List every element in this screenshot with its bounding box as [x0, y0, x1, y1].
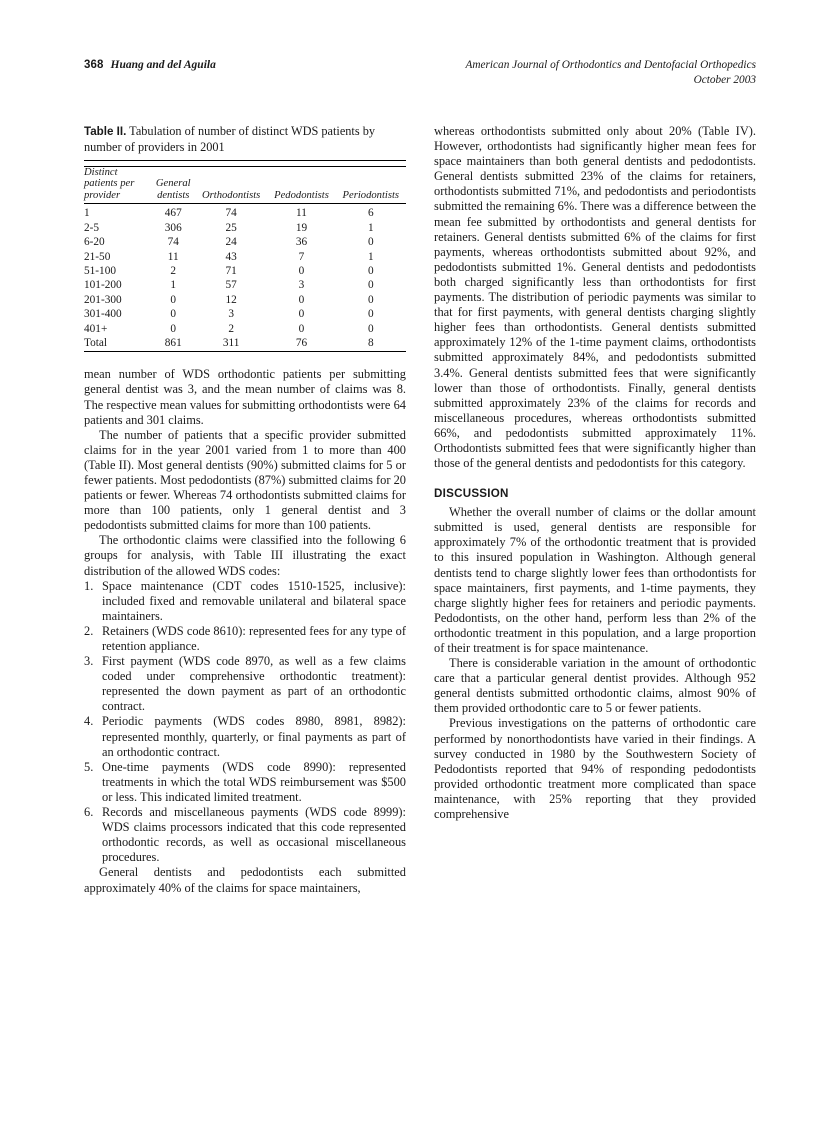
header-line: Distinct: [84, 166, 118, 178]
row-label: Total: [84, 337, 108, 350]
table-cell: 1: [367, 250, 374, 263]
table-caption: [84, 124, 406, 154]
table-row: [84, 322, 406, 336]
table-cell: 2: [228, 322, 234, 335]
table-cell: 6: [367, 207, 374, 220]
running-head-left: [84, 58, 216, 72]
table-cell: 0: [298, 322, 305, 335]
column-header-pedodontists: Pedodontists: [274, 189, 329, 201]
table-cell: 24: [225, 236, 237, 249]
running-head: [84, 58, 756, 88]
table-cell: 8: [367, 337, 374, 350]
table-rule-bot-row: [84, 352, 406, 355]
table-cell: 0: [367, 236, 374, 249]
wds-code-list: [84, 579, 406, 866]
table-row: [84, 250, 406, 264]
table-cell: 76: [295, 337, 308, 350]
table-2: [84, 160, 406, 354]
table-row: [84, 279, 406, 293]
table-cell: 0: [367, 293, 374, 306]
table-cell: 11: [296, 207, 307, 220]
table-head: [84, 161, 406, 207]
row-label: 1: [84, 207, 90, 220]
issue-date: October 2003: [693, 74, 756, 86]
wds-code-list-item: Retainers (WDS code 8610): represented fees for any type of retention appliance.: [102, 623, 406, 653]
row-label: 301-400: [84, 308, 122, 321]
table-row: [84, 308, 406, 322]
header-line: dentists: [157, 189, 190, 201]
table-cell: 74: [167, 236, 179, 249]
wds-code-list-item: First payment (WDS code 8970, as well as a few claims coded under comprehensive orthodontic treatment): represented the down payment as part of an orthodontic contract.: [102, 654, 406, 714]
row-label: 2-5: [84, 221, 100, 234]
column-header-general-dentists: [152, 166, 195, 204]
column-header-periodontists: Periodontists: [342, 189, 400, 201]
running-head-right: [465, 58, 756, 88]
table-cell: 57: [225, 279, 237, 292]
table-cell: 12: [225, 293, 237, 306]
row-label: 201-300: [84, 293, 122, 306]
column-header-orthodontists: Orthodontists: [202, 189, 261, 201]
row-label: 51-100: [84, 265, 117, 277]
paragraph-left-1: mean number of WDS orthodontic patients per submitting general dentist was 3, and the mean number of claims was 8. The respective mean values for submitting orthodontists were 64 patients and 301 claims.: [84, 367, 406, 427]
page-number: 368: [84, 59, 104, 71]
row-label: 401+: [84, 322, 108, 335]
table-row: [84, 221, 406, 235]
table-cell: 11: [167, 250, 179, 263]
table-cell: 36: [295, 236, 308, 249]
table-total-row: [84, 337, 406, 352]
journal-title: American Journal of Orthodontics and Dentofacial Orthopedics: [465, 59, 756, 71]
table-cell: 311: [222, 337, 240, 350]
header-line: patients per: [84, 178, 135, 190]
table-cell: 0: [170, 293, 177, 306]
column-header-distinct-patients: [84, 166, 152, 204]
table-cell: 0: [298, 308, 305, 321]
paragraph-left-4: General dentists and pedodontists each submitted approximately 40% of the claims for space maintainers,: [84, 865, 406, 895]
table-cell: 74: [225, 207, 237, 220]
table-cell: 467: [164, 207, 182, 220]
wds-code-list-item: Space maintenance (CDT codes 1510-1525, inclusive): included fixed and removable unilateral and bilateral space maintainers.: [102, 578, 406, 623]
paragraph-left-2: The number of patients that a specific provider submitted claims for in the year 2001 varied from 1 to more than 400 (Table II). Most general dentists (90%) submitted claims for 5 or fewer patients. Most pedodontists (87%) submitted claims for 20 patients or fewer. Whereas 74 orthodontists submitted claims for more than 100 patients, only 1 general dentist and 3 pedodontists submitted claims for more than 100 patients.: [84, 427, 406, 533]
paragraph-right-3: There is considerable variation in the amount of orthodontic care that a particular general dentist provides. Although 952 general dentists submitted orthodontic claims, almost 90% of them provided orthodontic care to 5 or fewer patients.: [434, 656, 756, 716]
table-row: [84, 206, 406, 220]
paragraph-right-1: whereas orthodontists submitted only about 20% (Table IV). However, orthodontists had significantly higher mean fees for space maintainers than both general dentists and pedodontists. General dentists submitted 23% of the claims for retainers, orthodontists submitted 71%, and pedodontists and periodontists submitted the remaining 6%. There was a difference between the mean fee submitted by orthodontists and general dentists for retainers. General dentists submitted 6% of the claims for first payments, whereas orthodontists submitted about 92%, and pedodontists submitted 1%. General dentists and pedodontists both charged significantly less than orthodontists for first payments. The distribution of periodic payments was similar to that for first payments, with general dentists charging slightly higher fees than orthodontists. General dentists submitted approximately 12% of the 1-time payment claims, orthodontists submitted approximately 84%, and pedodontists submitted 3.4%. General dentists submitted fees that were significantly lower than those of orthodontists. Finally, general dentists submitted approximately 23% of the claims for records and miscellaneous procedures, whereas orthodontists submitted 66%, and pedodontists submitted approximately 11%. Orthodontists submitted fees that were significantly higher than those of the general dentists and pedodontists for this category.: [434, 124, 756, 471]
table-cell: 861: [164, 337, 182, 350]
header-line: General: [155, 178, 191, 190]
table-cell: 25: [225, 221, 237, 234]
table-row: [84, 293, 406, 307]
table-cell: 1: [367, 221, 374, 234]
left-column: [84, 124, 406, 896]
table-cell: 19: [295, 221, 308, 234]
table-cell: 306: [164, 221, 182, 234]
row-label: 6-20: [84, 236, 105, 249]
running-head-authors: Huang and del Aguila: [110, 59, 216, 71]
table-2-block: [84, 124, 406, 354]
header-line: provider: [84, 189, 121, 201]
table-cell: 2: [170, 265, 177, 277]
section-heading-discussion: DISCUSSION: [434, 487, 509, 501]
wds-code-list-item: Periodic payments (WDS codes 8980, 8981, 8982): represented monthly, quarterly, or final payments as part of an orthodontic contract.: [102, 714, 406, 759]
table-header-row: [84, 166, 406, 204]
wds-code-list-item: One-time payments (WDS code 8990): represented treatments in which the total WDS reimbursement was $500 or less. This indicated limited treatment.: [102, 759, 406, 804]
table-bottom-rule: [84, 352, 406, 355]
table-cell: 71: [225, 265, 237, 277]
table-cell: 0: [367, 308, 374, 321]
table-cell: 0: [170, 308, 177, 321]
table-label: Table II.: [84, 125, 127, 138]
table-cell: 3: [228, 308, 234, 321]
table-cell: 1: [170, 279, 177, 292]
paragraph-right-2: Whether the overall number of claims or the dollar amount submitted is used, general dentists are responsible for approximately 7% of the orthodontic treatment that is provided to this insured population in Washington. Although general dentists tend to charge slightly lower fees than orthodontists for space maintainers, first payments, and 1-time payments, they charge slightly higher fees for retainers and periodic payments. Pedodontists, on the other hand, perform less than 2% of the orthodontic treatment in this population, and a large proportion of their treatment is for space maintenance.: [434, 505, 756, 655]
table-cell: 0: [170, 322, 177, 335]
table-cell: 0: [298, 293, 305, 306]
table-body: [84, 206, 406, 351]
table-cell: 0: [367, 265, 374, 277]
table-cell: 43: [225, 250, 237, 263]
table-cell: 0: [367, 322, 374, 335]
row-label: 21-50: [84, 250, 111, 263]
table-row: [84, 235, 406, 249]
paragraph-left-3: The orthodontic claims were classified into the following 6 groups for analysis, with Table III illustrating the exact distribution of the allowed WDS codes:: [84, 533, 406, 578]
table-cell: 7: [298, 250, 305, 263]
table-cell: 3: [298, 279, 305, 292]
right-column: [434, 124, 756, 822]
row-label: 101-200: [84, 279, 122, 292]
table-cell: 0: [298, 265, 305, 277]
paragraph-right-4: Previous investigations on the patterns of orthodontic care performed by nonorthodontists have varied in their findings. A survey conducted in 1980 by the Southwestern Society of Pedodontists reported that 94% of responding pedodontists provided orthodontic treatment more complicated than space maintenance, with 25% reporting that they provided comprehensive: [434, 716, 756, 822]
table-caption-text: Tabulation of number of distinct WDS patients by number of providers in 2001: [84, 124, 376, 154]
wds-code-list-item: Records and miscellaneous payments (WDS code 8999): WDS claims processors indicated that this code represented orthodontic records, as well as occasional miscellaneous procedures.: [102, 805, 406, 865]
table-cell: 0: [367, 279, 374, 292]
table-row: [84, 264, 406, 278]
table-foot: [84, 352, 406, 355]
